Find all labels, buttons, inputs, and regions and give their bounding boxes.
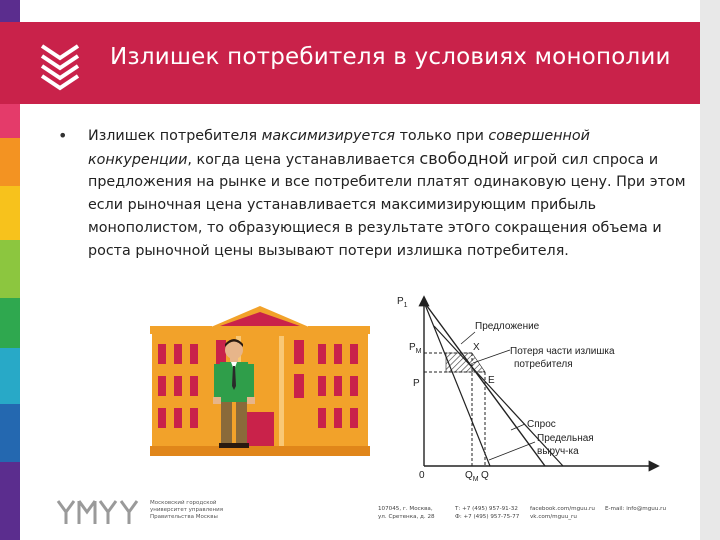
label-mr-2: выруч-ка (537, 446, 579, 457)
label-mr-1: Предельная (537, 433, 594, 444)
body-paragraph: Излишек потребителя максимизируется только при совершенной конкуренции, когда цена устанавливается свободной игрой сил спроса и предложения на рынке и все потребители платят одинаковую цену. При этом если рыночная цена устанавливается максимизирующим прибыль монополистом, то образующиеся в результате этого сокращения объема и роста рыночной цены вызывают потери излишка потребителя. (88, 128, 686, 259)
slide-title: Излишек потребителя в условиях монополии (110, 44, 671, 70)
slide-header (0, 22, 700, 104)
label-e: E (488, 375, 495, 386)
label-origin: 0 (419, 470, 425, 481)
chevron-logo-icon (38, 40, 82, 92)
label-loss-2: потребителя (514, 359, 573, 370)
top-bar (20, 0, 700, 22)
label-demand: Спрос (527, 419, 556, 430)
label-loss-1: Потеря части излишка (510, 346, 615, 357)
footer-org-name: Московский городской университет управления Правительства Москвы (150, 500, 224, 520)
footer-email: E-mail: info@mguu.ru (605, 506, 666, 512)
label-p1: $P_1$ (397, 296, 408, 309)
label-supply: Предложение (475, 321, 540, 332)
label-x: X (473, 342, 480, 353)
footer-address: 107045, г. Москва, ул. Сретенка, д. 28 (378, 506, 435, 520)
label-qm: $Q_M$ (465, 470, 479, 483)
label-pm: $P_M$ (409, 342, 422, 355)
label-q: Q (481, 470, 489, 481)
bullet-marker: • (58, 126, 68, 145)
footer-phone: Т: +7 (495) 957-91-32 Ф: +7 (495) 957-75-77 (455, 506, 520, 520)
monopoly-surplus-graph (395, 290, 665, 485)
building-businessman-illustration (150, 300, 370, 460)
label-p: P (413, 378, 420, 389)
university-logo-icon (55, 498, 145, 526)
footer-social: facebook.com/mguu.ru vk.com/mguu_ru (530, 506, 595, 520)
right-margin (700, 0, 720, 540)
surplus-loss-area (446, 353, 485, 372)
